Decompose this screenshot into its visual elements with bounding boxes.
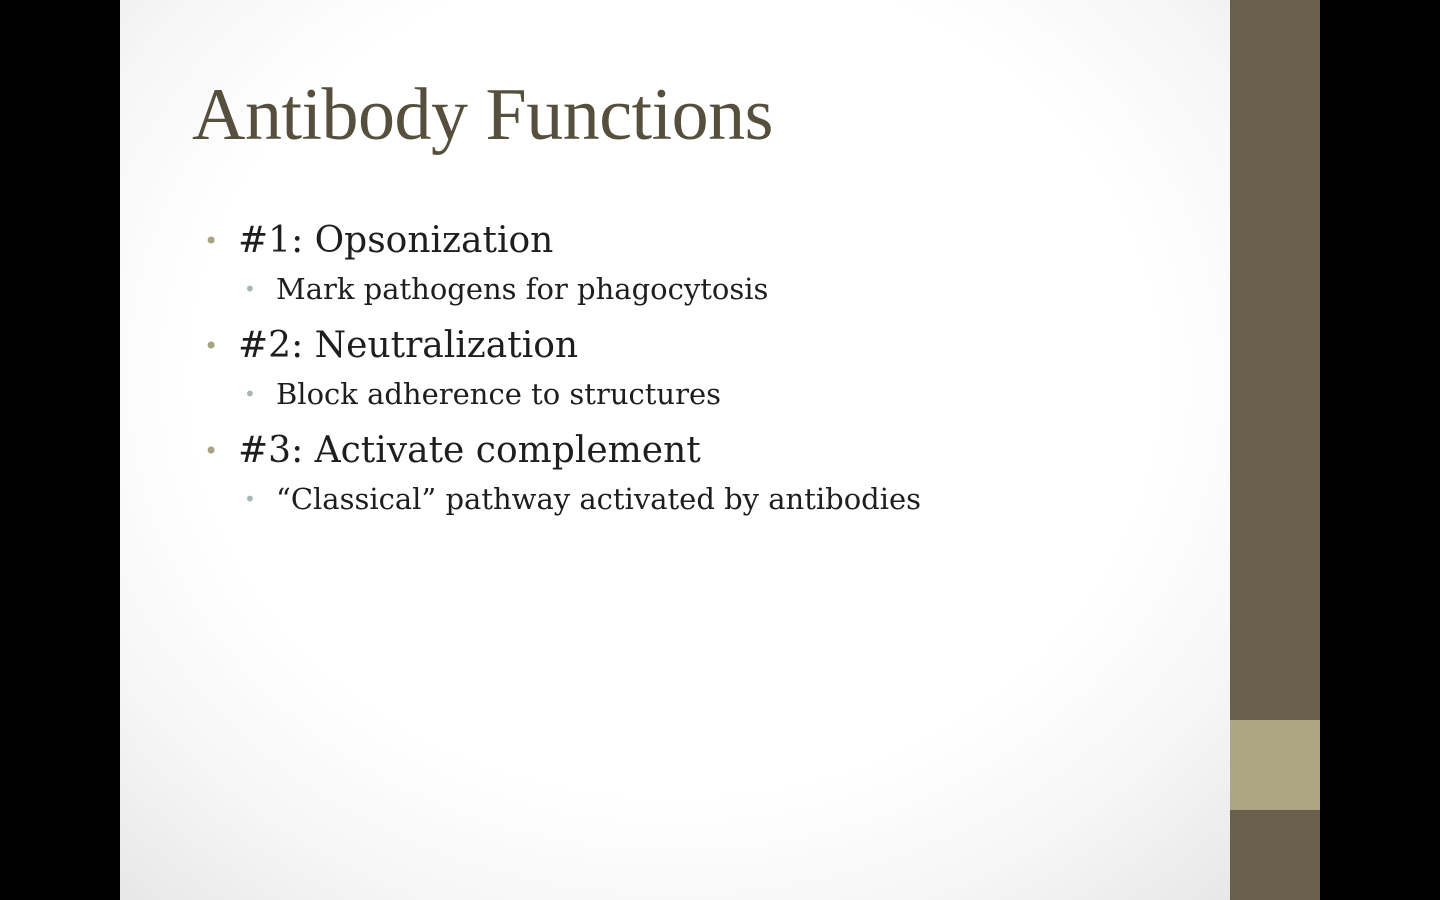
sub-bullet-item-neutralization	[204, 371, 1164, 417]
bullet-dot-icon: •	[204, 437, 219, 465]
sub-bullet-item-opsonization	[204, 266, 1164, 312]
bullet-item-neutralization	[204, 321, 1164, 371]
presentation-slide	[120, 0, 1320, 900]
sub-bullet-item-complement	[204, 476, 1164, 522]
sub-bullet-text: Block adherence to structures	[276, 377, 721, 411]
bullet-list	[204, 216, 1164, 531]
sub-bullet-dot-icon: •	[244, 382, 256, 406]
bullet-text: #1: Opsonization	[238, 220, 554, 261]
sub-bullet-text: Mark pathogens for phagocytosis	[276, 272, 769, 306]
bullet-dot-icon: •	[204, 332, 219, 360]
bullet-text: #3: Activate complement	[238, 430, 701, 471]
sub-bullet-text: “Classical” pathway activated by antibodies	[276, 482, 922, 516]
sub-bullet-dot-icon: •	[244, 487, 256, 511]
bullet-text: #2: Neutralization	[238, 325, 579, 366]
bullet-item-complement	[204, 426, 1164, 476]
bullet-item-opsonization	[204, 216, 1164, 266]
slide-title: Antibody Functions	[192, 74, 773, 156]
sub-bullet-dot-icon: •	[244, 277, 256, 301]
slide-side-accent	[1230, 720, 1320, 810]
bullet-dot-icon: •	[204, 227, 219, 255]
